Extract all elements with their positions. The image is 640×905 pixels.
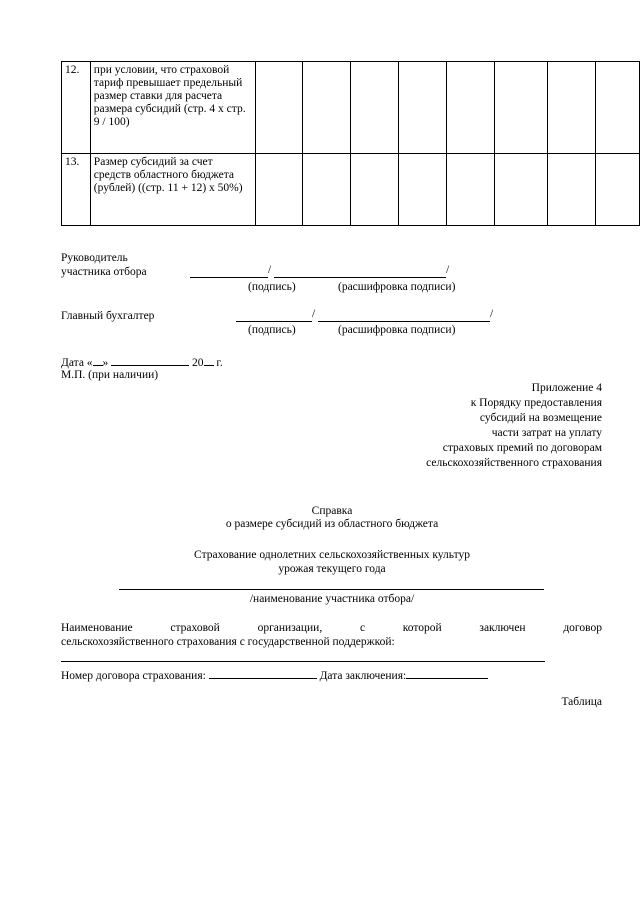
table-label: Таблица [561, 696, 602, 708]
appendix-line: сельскохозяйственного страхования [426, 457, 602, 469]
participant-caption: /наименование участника отбора/ [249, 593, 415, 605]
appendix-line: субсидий на возмещение [479, 412, 602, 424]
participant-line [119, 589, 544, 590]
data-table [61, 61, 640, 226]
slash: / [268, 264, 272, 276]
table-cell [399, 154, 447, 226]
stamp-note: М.П. (при наличии) [61, 369, 159, 381]
appendix-line: к Порядку предоставления [470, 397, 602, 409]
caption-decode: (расшифровка подписи) [338, 324, 456, 336]
row-number: 13. [62, 154, 91, 226]
contract-fields: Номер договора страхования: Дата заключения: [61, 667, 488, 683]
table-cell [595, 154, 639, 226]
slash: / [446, 264, 450, 276]
table-row [62, 62, 640, 154]
table-cell [547, 62, 595, 154]
table-cell [447, 62, 495, 154]
table-cell [399, 62, 447, 154]
appendix-line: Приложение 4 [531, 382, 602, 394]
decode-line [318, 321, 490, 322]
insurance-type: Страхование однолетних сельскохозяйственных культур [194, 549, 470, 561]
table-cell [495, 62, 548, 154]
head-title: Руководитель [61, 252, 128, 264]
table-cell [447, 154, 495, 226]
table-cell [256, 154, 303, 226]
table-cell [547, 154, 595, 226]
appendix-line: части затрат на уплату [491, 427, 602, 439]
table-cell [351, 154, 399, 226]
signature-line [236, 321, 312, 322]
accountant-title: Главный бухгалтер [61, 310, 155, 322]
org-line-2: сельскохозяйственного страхования с государственной поддержкой: [61, 636, 395, 648]
row-number: 12. [62, 62, 91, 154]
signature-line [190, 277, 268, 278]
insurance-type-2: урожая текущего года [278, 563, 386, 575]
decode-line [274, 277, 446, 278]
date-field: Дата « » 20 г. [61, 354, 223, 370]
slash: / [312, 308, 316, 320]
caption-signature: (подпись) [248, 281, 296, 293]
table-cell [595, 62, 639, 154]
org-name-line [61, 661, 545, 662]
table-cell [303, 154, 351, 226]
contract-number-field [209, 667, 317, 679]
head-title-2: участника отбора [61, 266, 147, 278]
table-cell [351, 62, 399, 154]
appendix-line: страховых премий по договорам [442, 442, 602, 454]
caption-decode: (расшифровка подписи) [338, 281, 456, 293]
table-cell [256, 62, 303, 154]
table-row [62, 154, 640, 226]
table-cell [495, 154, 548, 226]
certificate-subtitle: о размере субсидий из областного бюджета [225, 518, 439, 530]
slash: / [490, 308, 494, 320]
row-label: при условии, что страховой тариф превышает предельный размер ставки для расчета размера субсидий (стр. 4 х стр. 9 / 100) [90, 62, 255, 154]
caption-signature: (подпись) [248, 324, 296, 336]
row-label: Размер субсидий за счет средств областного бюджета (рублей) ((стр. 11 + 12) х 50%) [90, 154, 255, 226]
org-line: Наименование страховой организации, с которой заключен договор [61, 622, 602, 634]
contract-date-field [406, 667, 488, 679]
table-cell [303, 62, 351, 154]
certificate-title: Справка [311, 505, 353, 517]
